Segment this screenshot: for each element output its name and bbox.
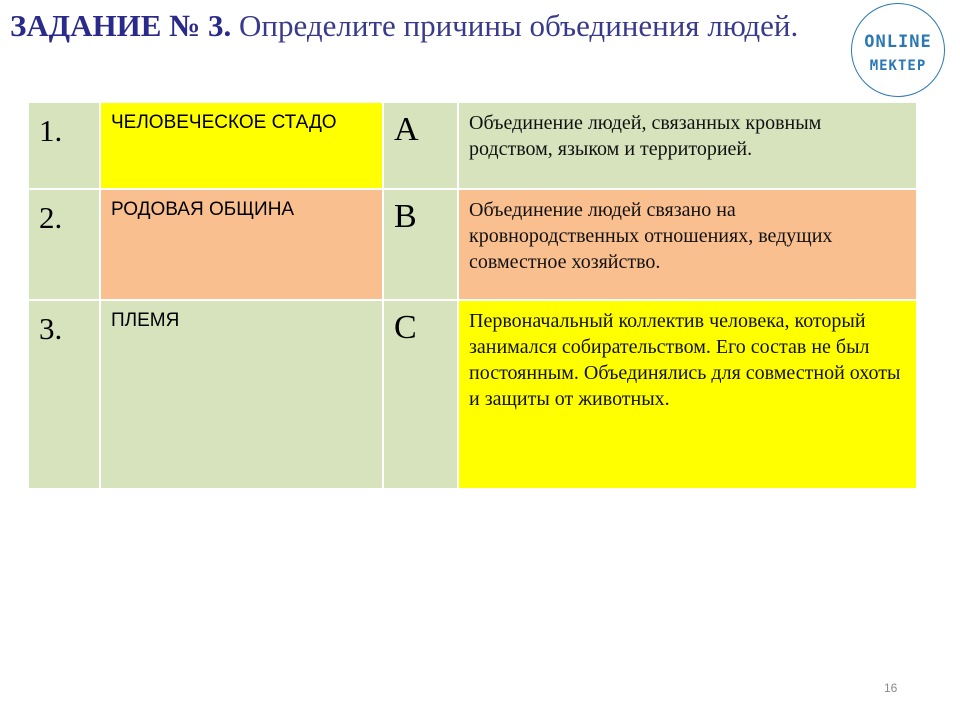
- term-cell: РОДОВАЯ ОБЩИНА: [100, 189, 383, 300]
- table-row: [28, 102, 917, 189]
- task-instruction: Определите причины объединения людей.: [231, 8, 799, 43]
- row-number: 3.: [28, 300, 100, 489]
- task-label: ЗАДАНИЕ № 3.: [10, 8, 232, 43]
- term-cell: ПЛЕМЯ: [100, 300, 383, 489]
- table-row: [28, 189, 917, 300]
- slide-title: [10, 6, 840, 46]
- answer-letter: C: [383, 300, 458, 489]
- page-number: 16: [884, 681, 898, 695]
- table-row: [28, 300, 917, 489]
- answer-letter: B: [383, 189, 458, 300]
- row-number: 2.: [28, 189, 100, 300]
- answer-letter: A: [383, 102, 458, 189]
- row-number: 1.: [28, 102, 100, 189]
- logo-line-online: ONLINE: [864, 32, 932, 52]
- online-mektep-logo: [851, 3, 945, 97]
- term-cell: ЧЕЛОВЕЧЕСКОЕ СТАДО: [100, 102, 383, 189]
- description-cell: Объединение людей, связанных кровным родством, языком и территорией.: [458, 102, 917, 189]
- description-cell: Объединение людей связано на кровнородственных отношениях, ведущих совместное хозяйство.: [458, 189, 917, 300]
- description-cell: Первоначальный коллектив человека, который занимался собирательством. Его состав не был постоянным. Объединялись для совместной охоты и защиты от животных.: [458, 300, 917, 489]
- logo-line-mektep: MEKTEP: [869, 58, 927, 74]
- matching-table: [27, 101, 918, 490]
